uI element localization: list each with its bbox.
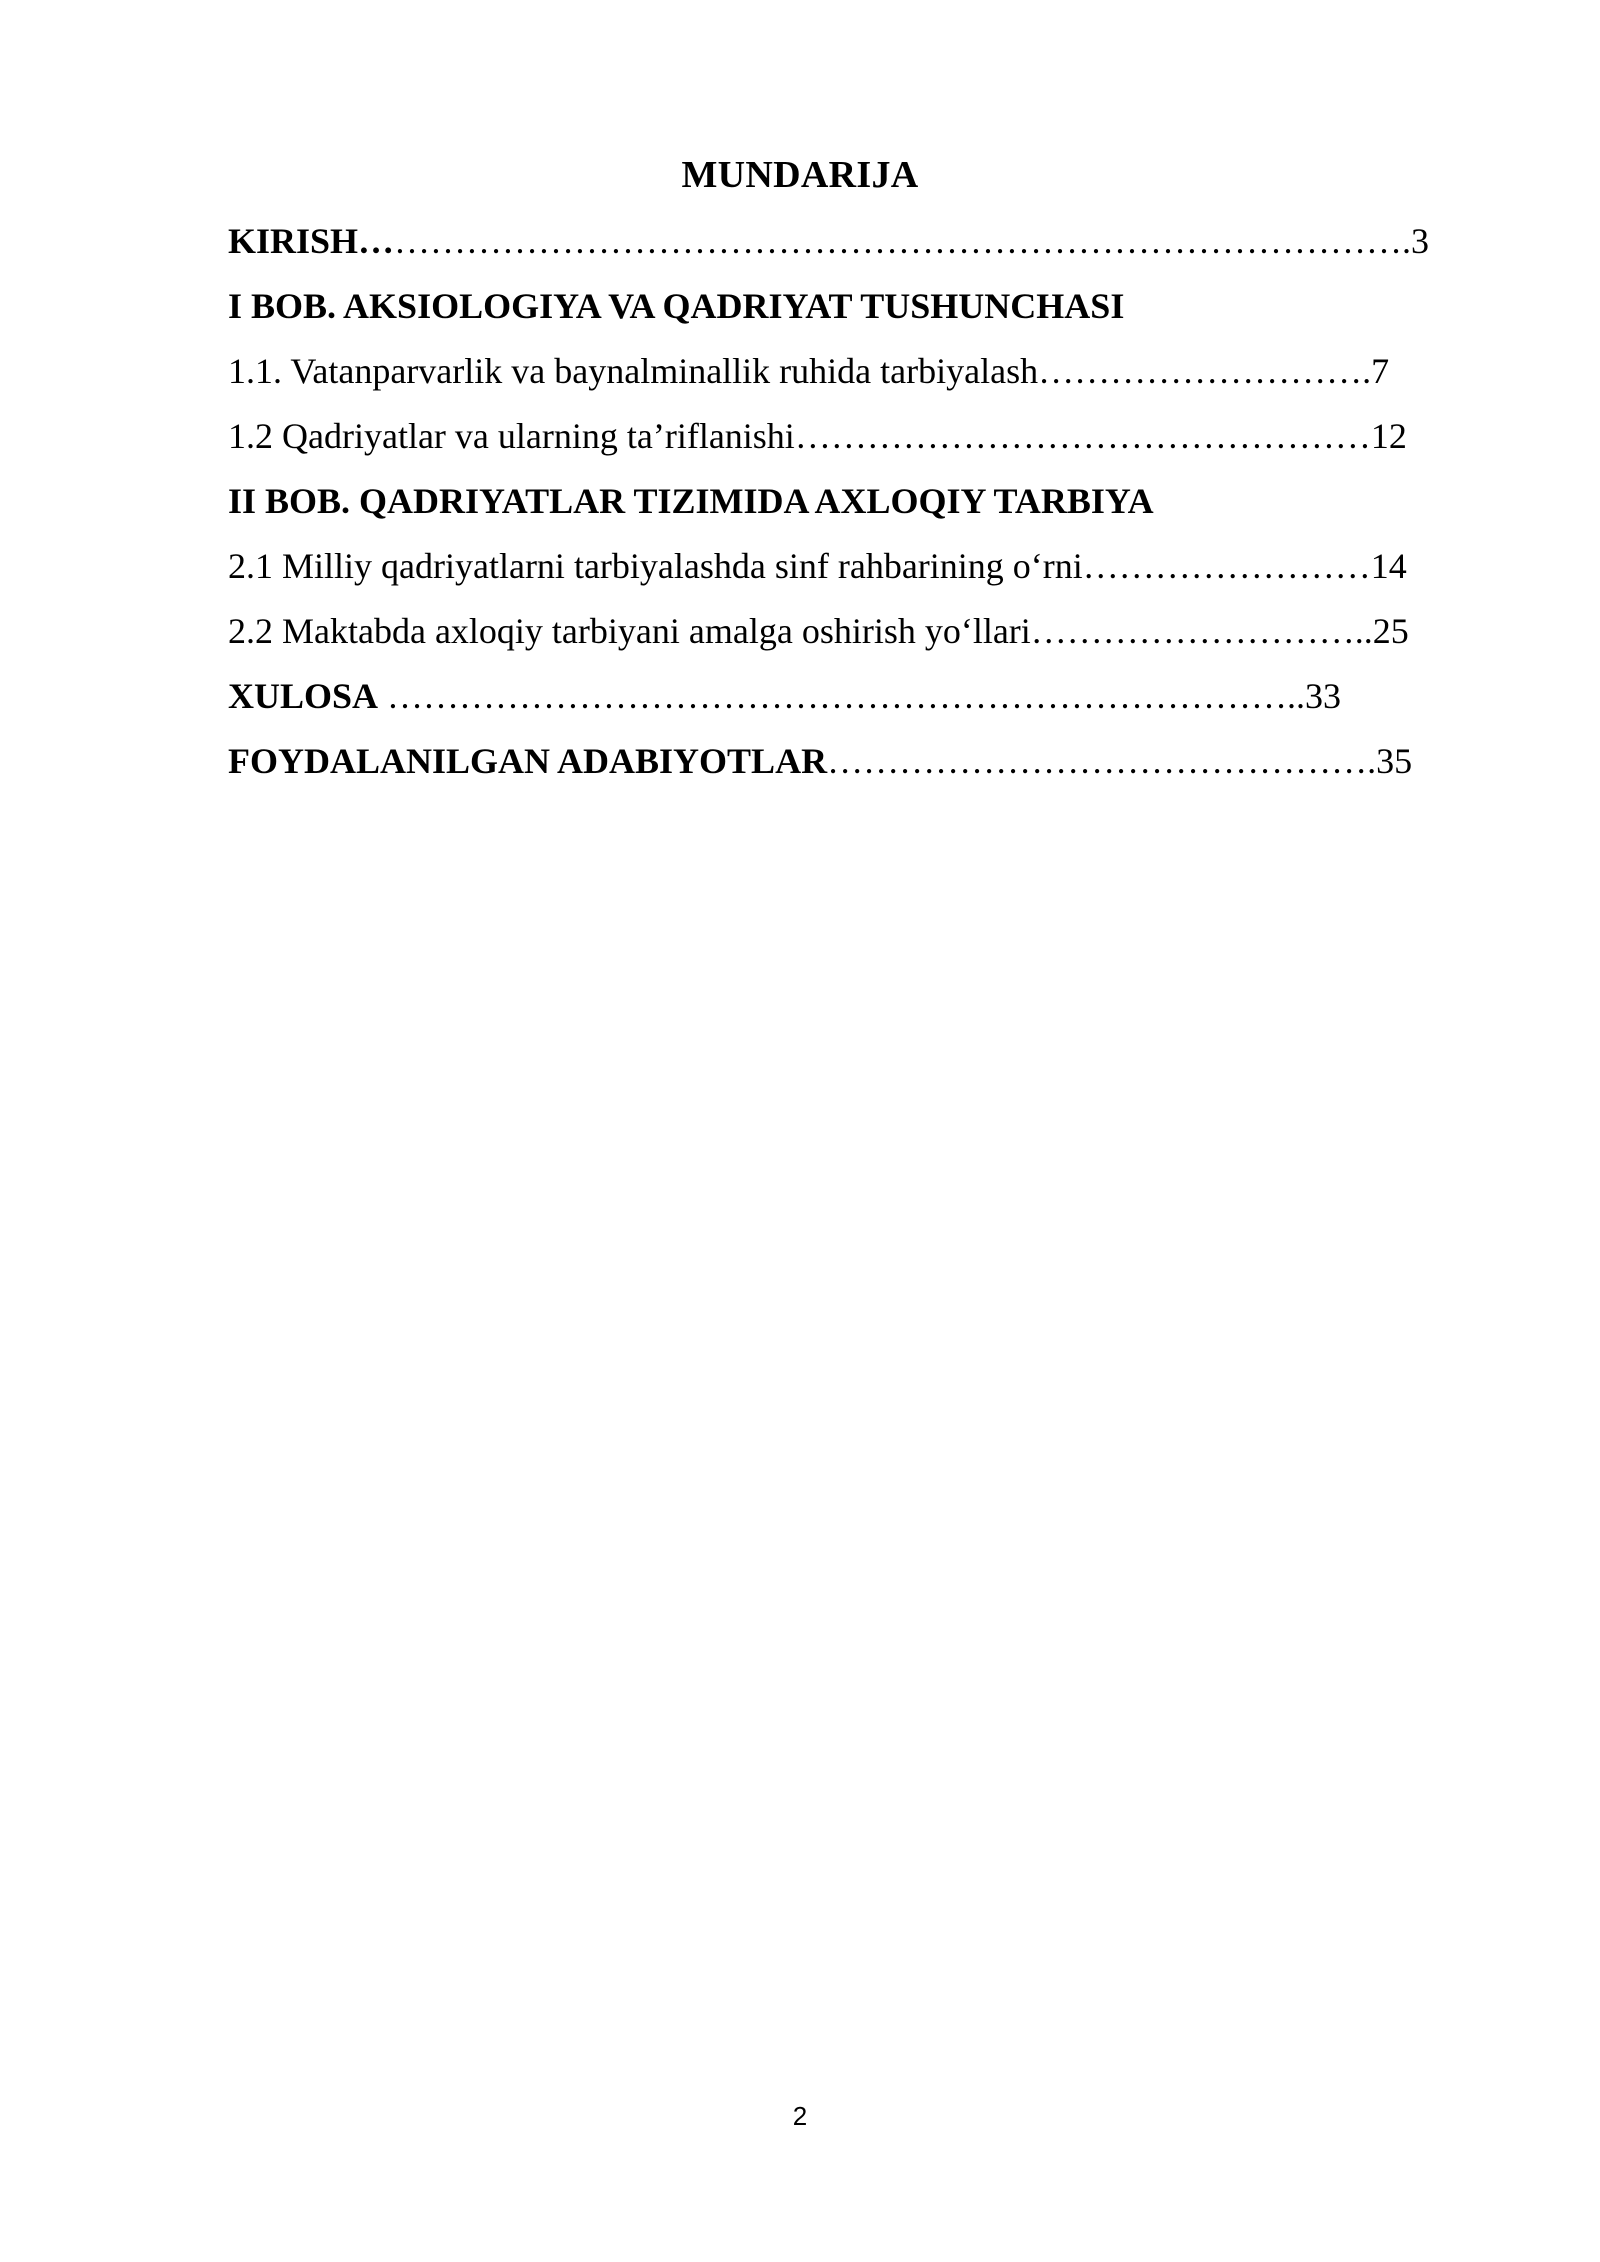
toc-page-number: 33 bbox=[1305, 676, 1342, 716]
toc-page-number: 7 bbox=[1371, 351, 1390, 391]
toc-entry-text: KIRISH… bbox=[228, 221, 395, 261]
toc-entry-text: 1.1. Vatanparvarlik va baynalminallik ruhida tarbiyalash bbox=[228, 351, 1039, 391]
toc-entry-xulosa bbox=[228, 673, 1341, 719]
toc-page-number: 12 bbox=[1370, 416, 1407, 456]
toc-page-number: 14 bbox=[1370, 546, 1407, 586]
toc-page-number: 25 bbox=[1372, 611, 1409, 651]
toc-entry-section-2-2 bbox=[228, 608, 1409, 654]
toc-leader-dots: …………………… bbox=[1082, 546, 1371, 586]
toc-entry-chapter-2 bbox=[228, 478, 1154, 524]
toc-leader-dots: ……………………….. bbox=[1030, 611, 1373, 651]
toc-entry-chapter-1 bbox=[228, 283, 1124, 329]
toc-leader-dots: …………………………………………………………………………. bbox=[394, 221, 1412, 261]
toc-entry-text: FOYDALANILGAN ADABIYOTLAR bbox=[228, 741, 828, 781]
toc-page-number: 3 bbox=[1411, 221, 1430, 261]
toc-entry-adabiyotlar bbox=[228, 738, 1412, 784]
toc-entry-text: 2.2 Maktabda axloqiy tarbiyani amalga oshirish yo‘llari bbox=[228, 611, 1031, 651]
toc-entry-text: 1.2 Qadriyatlar va ularning ta’riflanishi bbox=[228, 416, 795, 456]
toc-entry-section-1-1 bbox=[228, 348, 1389, 394]
toc-entry-kirish bbox=[228, 218, 1429, 264]
toc-leader-dots: ………………………………………. bbox=[827, 741, 1377, 781]
toc-leader-dots: ………………………………………………………………….. bbox=[378, 676, 1306, 716]
toc-leader-dots: ………………………. bbox=[1038, 351, 1372, 391]
toc-page-number: 35 bbox=[1376, 741, 1413, 781]
toc-entry-text: XULOSA bbox=[228, 676, 379, 716]
toc-entry-section-2-1 bbox=[228, 543, 1407, 589]
toc-entry-text: II BOB. QADRIYATLAR TIZIMIDA AXLOQIY TARBIYA bbox=[228, 481, 1154, 521]
toc-leader-dots: ………………………………………… bbox=[794, 416, 1371, 456]
toc-entry-text: 2.1 Milliy qadriyatlarni tarbiyalashda sinf rahbarining o‘rni bbox=[228, 546, 1083, 586]
toc-title: MUNDARIJA bbox=[681, 154, 919, 196]
toc-entry-section-1-2 bbox=[228, 413, 1407, 459]
page-number: 2 bbox=[792, 2101, 808, 2131]
toc-entry-text: I BOB. AKSIOLOGIYA VA QADRIYAT TUSHUNCHASI bbox=[228, 286, 1125, 326]
